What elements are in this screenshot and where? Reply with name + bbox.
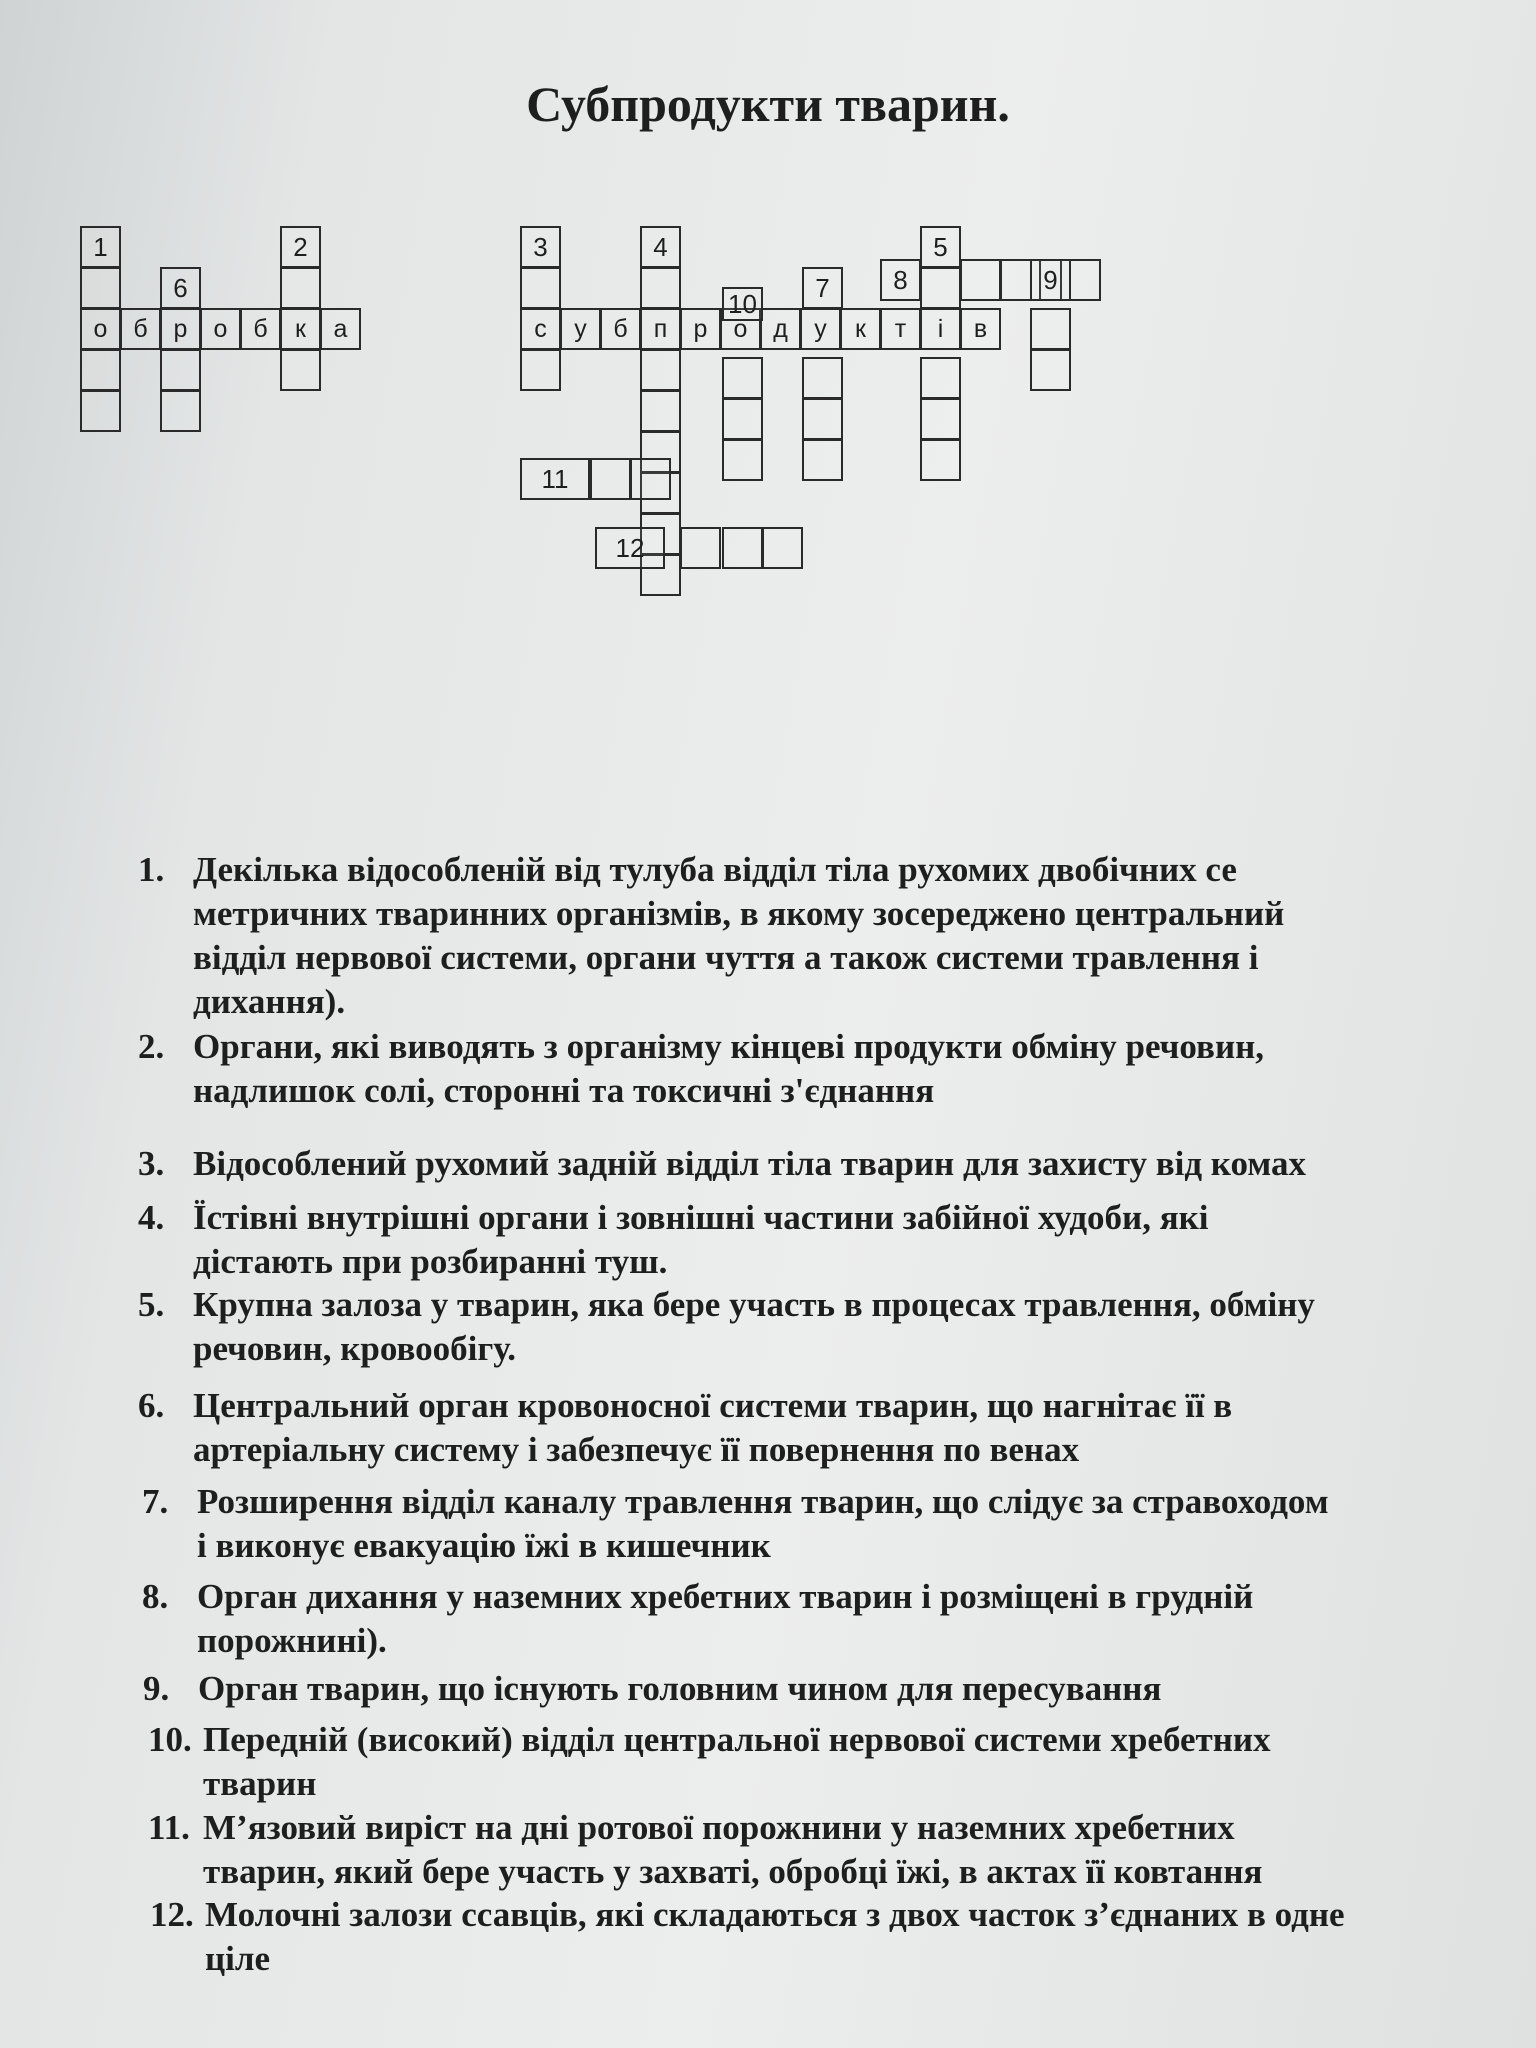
- clue-item-text: ціле: [205, 1939, 271, 1978]
- number-cell[interactable]: [880, 259, 921, 301]
- clue-number: 12: [615, 532, 645, 563]
- letter-cell[interactable]: т: [880, 308, 921, 350]
- clue-item: [142, 1575, 1254, 1663]
- clue-item-text: Центральний орган кровоносної системи тварин, що нагнітає її в: [193, 1386, 1233, 1425]
- empty-cell[interactable]: [722, 439, 763, 481]
- clue-item: [138, 848, 1285, 1024]
- clue-item-text: відділ нервової системи, органи чуття а також системи травлення і: [193, 938, 1259, 977]
- clue-item-number: 11.: [148, 1808, 190, 1847]
- clue-number: 2: [293, 231, 308, 262]
- empty-cell[interactable]: [802, 357, 843, 399]
- empty-cell[interactable]: [722, 357, 763, 399]
- empty-cell[interactable]: [802, 398, 843, 440]
- clue-number: 7: [815, 272, 830, 303]
- empty-cell[interactable]: [80, 349, 121, 391]
- clue-number: 8: [893, 264, 908, 295]
- clue-number: 10: [728, 288, 757, 319]
- clue-item-number: 7.: [142, 1482, 169, 1521]
- clue-item: [148, 1806, 1263, 1894]
- clue-item-text: Крупна залоза у тварин, яка бере участь в процесах травлення, обміну: [193, 1285, 1315, 1324]
- empty-cell[interactable]: [280, 349, 321, 391]
- clue-item-text: порожнині).: [197, 1621, 387, 1660]
- number-cell[interactable]: [80, 226, 121, 268]
- empty-cell[interactable]: [680, 527, 721, 569]
- letter-cell[interactable]: п: [640, 308, 681, 350]
- number-cell[interactable]: [802, 267, 843, 309]
- clue-item: [138, 1025, 1265, 1113]
- page-title: Субпродукти тварин.: [526, 76, 1010, 132]
- clue-item-number: 10.: [148, 1720, 192, 1759]
- empty-cell[interactable]: [722, 398, 763, 440]
- letter-cell[interactable]: к: [840, 308, 881, 350]
- clue-item-number: 9.: [143, 1669, 170, 1708]
- letter-cell[interactable]: к: [280, 308, 321, 350]
- empty-cell[interactable]: [762, 527, 803, 569]
- clue-item-number: 4.: [138, 1198, 165, 1237]
- empty-cell[interactable]: [920, 357, 961, 399]
- number-cell[interactable]: [1030, 259, 1071, 301]
- letter-cell[interactable]: у: [560, 308, 601, 350]
- clue-item: [143, 1667, 1162, 1711]
- empty-cell[interactable]: [160, 390, 201, 432]
- clue-item-text: Орган тварин, що існують головним чином для пересування: [198, 1669, 1162, 1708]
- letter-cell[interactable]: о: [200, 308, 241, 350]
- number-cell[interactable]: [160, 267, 201, 309]
- letter-cell[interactable]: д: [760, 308, 801, 350]
- clue-item: [138, 1196, 1209, 1284]
- clue-item-text: Орган дихання у наземних хребетних тварин і розміщені в грудній: [197, 1577, 1254, 1616]
- empty-cell[interactable]: [920, 439, 961, 481]
- letter-cell[interactable]: в: [960, 308, 1001, 350]
- empty-cell[interactable]: [80, 390, 121, 432]
- number-cell[interactable]: [520, 226, 561, 268]
- letter-cell[interactable]: б: [120, 308, 161, 350]
- empty-cell[interactable]: [280, 267, 321, 309]
- clue-item-number: 5.: [138, 1285, 165, 1324]
- empty-cell[interactable]: [590, 458, 631, 500]
- clue-number: 5: [933, 231, 948, 262]
- clue-item-number: 6.: [138, 1386, 165, 1425]
- empty-cell[interactable]: [520, 267, 561, 309]
- clue-item-text: Розширення відділ каналу травлення тварин, що слідує за стравоходом: [197, 1482, 1329, 1521]
- empty-cell[interactable]: [920, 267, 961, 309]
- clue-item-text: М’язовий виріст на дні ротової порожнини у наземних хребетних: [203, 1808, 1235, 1847]
- clue-item-text: дістають при розбиранні туш.: [193, 1242, 668, 1281]
- clue-item-text: Їстівні внутрішні органи і зовнішні частини забійної худоби, які: [193, 1198, 1209, 1237]
- letter-cell[interactable]: р: [160, 308, 201, 350]
- clue-number: 11: [541, 463, 569, 494]
- clue-item-text: артеріальну систему і забезпечує її повернення по венах: [193, 1430, 1080, 1469]
- number-cell[interactable]: [920, 226, 961, 268]
- number-cell[interactable]: [722, 287, 763, 321]
- empty-cell[interactable]: [520, 349, 561, 391]
- clue-item-number: 1.: [138, 850, 165, 889]
- letter-cell[interactable]: у: [800, 308, 841, 350]
- clue-item-text: Відособлений рухомий задній відділ тіла тварин для захисту від комах: [193, 1144, 1306, 1183]
- clue-item-number: 8.: [142, 1577, 169, 1616]
- clue-item-number: 3.: [138, 1144, 165, 1183]
- clue-number: 3: [533, 231, 548, 262]
- clue-item: [138, 1384, 1233, 1472]
- number-cell[interactable]: [640, 226, 681, 268]
- number-cell[interactable]: [280, 226, 321, 268]
- empty-cell[interactable]: [80, 267, 121, 309]
- clue-item-text: Органи, які виводять з організму кінцеві продукти обміну речовин,: [193, 1027, 1265, 1066]
- clue-item-text: Передній (високий) відділ центральної нервової системи хребетних: [203, 1720, 1271, 1759]
- clue-item-text: тварин: [203, 1764, 317, 1803]
- empty-cell[interactable]: [722, 527, 763, 569]
- empty-cell[interactable]: [1030, 308, 1071, 350]
- empty-cell[interactable]: [640, 349, 681, 391]
- clue-item-text: і виконує евакуацію їжі в кишечник: [197, 1526, 771, 1565]
- clue-item: [150, 1893, 1345, 1981]
- clue-item-text: Декілька відособленій від тулуба відділ тіла рухомих двобічних се: [193, 850, 1237, 889]
- number-cell[interactable]: [595, 527, 665, 569]
- empty-cell[interactable]: [802, 439, 843, 481]
- letter-cell[interactable]: б: [240, 308, 281, 350]
- crossword-grid: [0, 0, 1536, 720]
- clue-item-number: 2.: [138, 1027, 165, 1066]
- clue-item-text: Молочні залози ссавців, які складаються з двох часток з’єднаних в одне: [205, 1895, 1345, 1934]
- empty-cell[interactable]: [160, 349, 201, 391]
- empty-cell[interactable]: [960, 259, 1001, 301]
- clue-number: 4: [653, 231, 668, 262]
- letter-cell[interactable]: о: [80, 308, 121, 350]
- letter-cell[interactable]: а: [320, 308, 361, 350]
- clue-number: 9: [1043, 264, 1058, 295]
- clue-number: 6: [173, 272, 188, 303]
- clue-item-text: надлишок солі, сторонні та токсичні з'єднання: [193, 1071, 935, 1110]
- clue-item-text: тварин, який бере участь у захваті, обробці їжі, в актах її ковтання: [203, 1852, 1263, 1891]
- clue-number: 1: [93, 231, 108, 262]
- clue-item: [148, 1718, 1271, 1806]
- letter-cell[interactable]: б: [600, 308, 641, 350]
- empty-cell[interactable]: [1030, 349, 1071, 391]
- empty-cell[interactable]: [630, 458, 671, 500]
- clue-item: [142, 1480, 1329, 1568]
- letter-cell[interactable]: с: [520, 308, 561, 350]
- empty-cell[interactable]: [640, 390, 681, 432]
- clue-item: [138, 1283, 1315, 1371]
- empty-cell[interactable]: [640, 267, 681, 309]
- letter-cell[interactable]: о: [720, 308, 761, 350]
- number-cell[interactable]: [520, 458, 590, 500]
- clue-item-text: речовин, кровообігу.: [193, 1329, 517, 1368]
- clue-item-text: метричних тваринних організмів, в якому зосереджено центральний: [193, 894, 1285, 933]
- letter-cell[interactable]: р: [680, 308, 721, 350]
- clue-item-text: дихання).: [193, 982, 346, 1021]
- letter-cell[interactable]: і: [920, 308, 961, 350]
- empty-cell[interactable]: [920, 398, 961, 440]
- clue-item: [138, 1142, 1306, 1186]
- clue-item-number: 12.: [150, 1895, 194, 1934]
